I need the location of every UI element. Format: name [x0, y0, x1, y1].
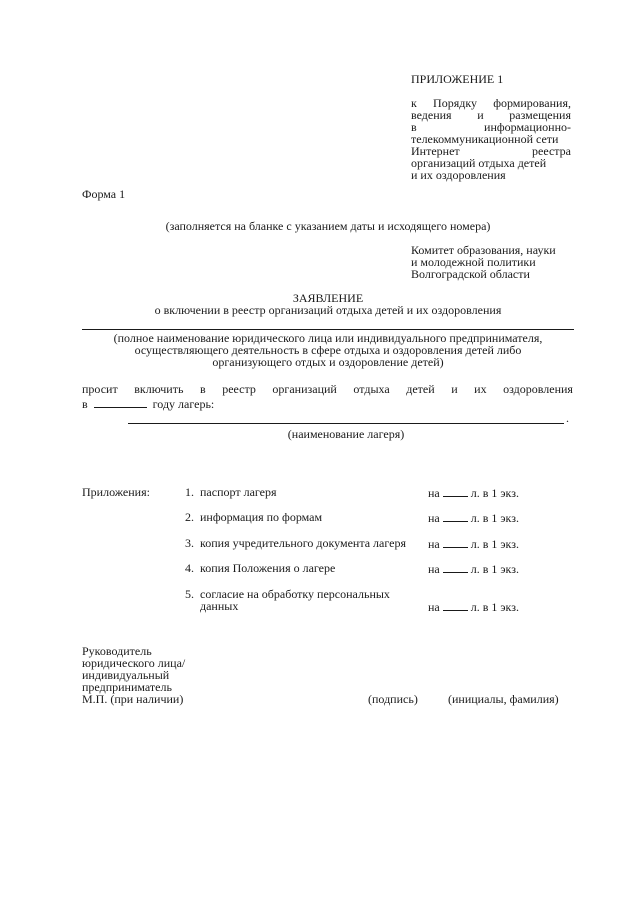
applicant-caption-line: (полное наименование юридического лица или индивидуального предпринимателя,: [113, 331, 543, 345]
qty-suffix: л. в 1 экз.: [470, 537, 519, 551]
attachment-item: [0, 562, 640, 574]
request-prefix: в: [82, 397, 88, 411]
request-word: организаций: [272, 382, 337, 396]
qty-suffix: л. в 1 экз.: [470, 486, 519, 500]
appendix-line: Интернет реестра: [411, 144, 571, 158]
applicant-caption-line: осуществляющего деятельность в сфере отдыха и оздоровления детей либо: [134, 343, 522, 357]
appendix-title: ПРИЛОЖЕНИЕ 1: [411, 72, 504, 86]
signer-block: [82, 645, 185, 705]
attachment-text: паспорт лагеря: [200, 485, 277, 499]
signer-line: индивидуальный: [82, 668, 170, 682]
attachment-text: копия Положения о лагере: [200, 561, 336, 575]
request-word: реестр: [222, 382, 256, 396]
signer-line: М.П. (при наличии): [82, 692, 184, 706]
applicant-caption-line: организующего отдых и оздоровление детей): [212, 355, 444, 369]
attachment-number: 5.: [185, 587, 194, 601]
sheets-field[interactable]: [443, 511, 468, 522]
camp-caption: (наименование лагеря): [287, 427, 405, 441]
attachment-number: 2.: [185, 510, 194, 524]
qty-prefix: на: [428, 537, 440, 551]
qty-prefix: на: [428, 562, 440, 576]
camp-name-field[interactable]: [128, 423, 564, 424]
attachment-number: 4.: [185, 561, 194, 575]
applicant-name-field[interactable]: [82, 329, 574, 330]
attachment-qty: [428, 562, 519, 575]
appendix-line: в информационно-: [411, 120, 571, 134]
statement-title: ЗАЯВЛЕНИЕ: [292, 291, 364, 305]
attachment-item: [0, 588, 640, 614]
signer-line: предприниматель: [82, 680, 172, 694]
attachment-text-continued: данных: [200, 599, 239, 613]
attachment-qty: [428, 486, 519, 499]
request-word: включить: [134, 382, 184, 396]
recipient: [411, 244, 571, 280]
signer-line: юридического лица/: [82, 656, 186, 670]
camp-name-period: .: [566, 411, 569, 425]
qty-prefix: на: [428, 600, 440, 614]
form-label: Форма 1: [82, 187, 126, 201]
name-caption: (инициалы, фамилия): [448, 692, 559, 706]
attachment-number: 3.: [185, 536, 194, 550]
attachment-qty: [428, 600, 519, 613]
request-word: просит: [82, 382, 118, 396]
appendix-line: и их оздоровления: [411, 168, 506, 182]
qty-prefix: на: [428, 511, 440, 525]
attachment-qty: [428, 511, 519, 524]
year-field[interactable]: [94, 397, 147, 408]
attachment-number: 1.: [185, 485, 194, 499]
statement-subtitle: о включении в реестр организаций отдыха детей и их оздоровления: [154, 303, 502, 317]
request-line: [82, 383, 573, 395]
appendix-line: телекоммуникационной сети: [411, 132, 559, 146]
request-suffix: году лагерь:: [152, 397, 215, 411]
attachment-item: [0, 486, 640, 498]
blank-note: (заполняется на бланке с указанием даты и исходящего номера): [165, 219, 491, 233]
request-year-line: [82, 397, 214, 410]
sheets-field[interactable]: [443, 600, 468, 611]
request-word: их: [474, 382, 487, 396]
qty-suffix: л. в 1 экз.: [470, 600, 519, 614]
attachment-text: копия учредительного документа лагеря: [200, 536, 406, 550]
request-word: детей: [406, 382, 435, 396]
signer-line: Руководитель: [82, 644, 152, 658]
qty-prefix: на: [428, 486, 440, 500]
recipient-line: и молодежной политики: [411, 255, 536, 269]
attachments-label: Приложения:: [82, 485, 150, 499]
attachment-text: информация по формам: [200, 510, 323, 524]
attachment-item: [0, 511, 640, 523]
request-word: отдыха: [353, 382, 390, 396]
recipient-line: Комитет образования, науки: [411, 243, 556, 257]
sheets-field[interactable]: [443, 562, 468, 573]
request-word: оздоровления: [503, 382, 573, 396]
appendix-line: организаций отдыха детей: [411, 156, 547, 170]
request-word: и: [451, 382, 458, 396]
attachment-text: согласие на обработку персональных: [200, 587, 390, 601]
attachment-qty: [428, 537, 519, 550]
sheets-field[interactable]: [443, 486, 468, 497]
qty-suffix: л. в 1 экз.: [470, 562, 519, 576]
appendix-line: ведения и размещения: [411, 108, 571, 122]
signature-caption: (подпись): [368, 692, 418, 706]
recipient-line: Волгоградской области: [411, 267, 530, 281]
appendix-text: [411, 97, 571, 181]
sheets-field[interactable]: [443, 537, 468, 548]
appendix-line: к Порядку формирования,: [411, 96, 571, 110]
attachment-item: [0, 537, 640, 549]
request-word: в: [199, 382, 206, 396]
qty-suffix: л. в 1 экз.: [470, 511, 519, 525]
